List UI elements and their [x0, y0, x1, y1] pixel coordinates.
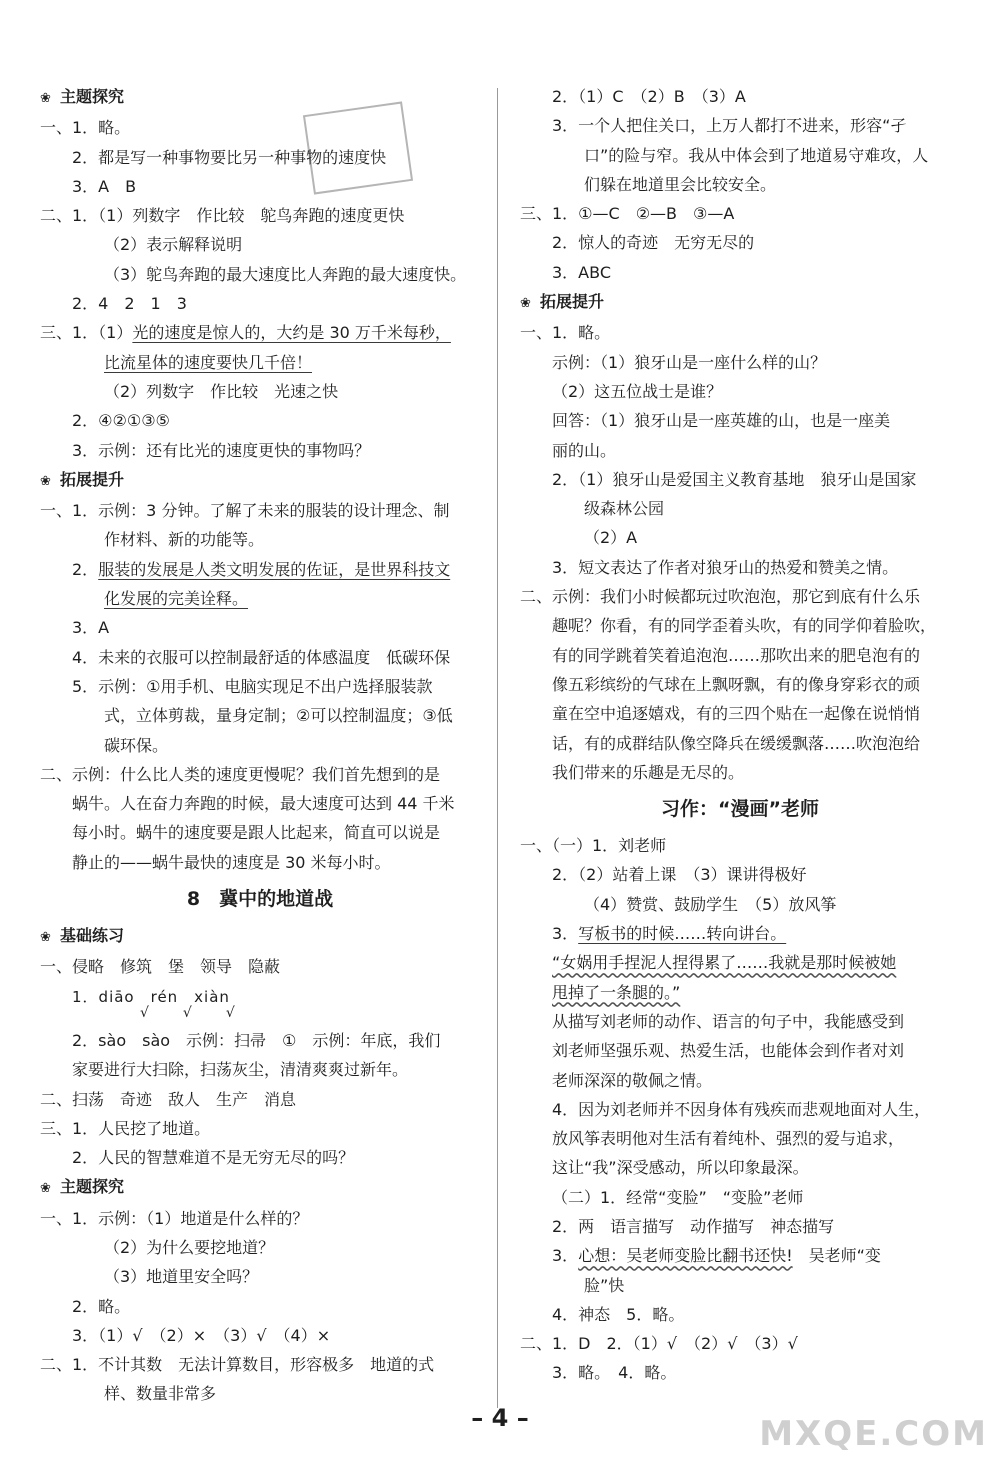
answer-line — [520, 860, 960, 889]
answer-line — [40, 982, 480, 1012]
section-heading — [40, 82, 480, 113]
answer-text: 3．A — [72, 618, 110, 638]
answer-text: 刘老师坚强乐观、热爱生活，也能体会到作者对刘 — [552, 1041, 905, 1061]
answer-suffix: 吴老师“变 — [792, 1246, 881, 1266]
answer-text: 服装的发展是人类文明发展的佐证，是世界科技文 — [98, 559, 451, 579]
answer-line — [520, 729, 960, 758]
answer-line — [520, 523, 960, 552]
answer-line — [40, 406, 480, 435]
answer-line — [520, 318, 960, 347]
answer-text: 二、1．（1）列数字 作比较 鸵鸟奔跑的速度更快 — [40, 206, 405, 226]
answer-text: 作材料、新的功能等。 — [104, 530, 265, 550]
answer-text: （2）这五位战士是谁？ — [552, 381, 723, 401]
paw-icon: ❀ — [40, 473, 51, 489]
answer-text: 2．略。 — [72, 1296, 131, 1316]
answer-text: 二、示例：我们小时候都玩过吹泡泡，那它到底有什么乐 — [520, 587, 921, 607]
answer-text: 我们带来的乐趣是无尽的。 — [552, 762, 745, 782]
paw-icon: ❀ — [40, 930, 51, 946]
answer-text: 3．ABC — [552, 262, 611, 282]
answer-line — [520, 611, 960, 640]
answer-text: 3．短文表达了作者对狼牙山的热爱和赞美之情。 — [552, 557, 899, 577]
answer-line — [520, 641, 960, 670]
answer-line — [520, 258, 960, 287]
answer-line — [520, 465, 960, 494]
page-number: – 4 – — [471, 1404, 529, 1432]
answer-text: （3）鸵鸟奔跑的最大速度比人奔跑的最大速度快。 — [104, 264, 467, 284]
answer-text: 一、侵略 修筑 堡 领导 隐蔽 — [40, 957, 281, 977]
answer-line — [40, 289, 480, 318]
answer-line — [520, 553, 960, 582]
answer-text: 口”的险与窄。我从中体会到了地道易守难攻，人 — [584, 145, 929, 165]
answer-text: 二、示例：什么比人类的速度更慢呢？我们首先想到的是 — [40, 764, 441, 784]
answer-text: 一、1．略。 — [520, 323, 611, 343]
answer-line — [40, 436, 480, 465]
section-heading-text: 基础练习 — [60, 926, 125, 946]
section-heading-text: 主题探究 — [60, 87, 125, 106]
answer-line — [40, 1055, 480, 1084]
answer-line — [520, 1300, 960, 1329]
answer-line — [40, 760, 480, 789]
answer-text: 级森林公园 — [584, 499, 665, 519]
answer-text: 2．（1）C （2）B （3）A — [552, 87, 746, 106]
answer-text: （3）地道里安全吗？ — [104, 1267, 259, 1287]
answer-line — [520, 1124, 960, 1153]
site-watermark: MXQE.COM — [759, 1414, 988, 1454]
answer-text: 二、扫荡 奇迹 敌人 生产 消息 — [40, 1089, 297, 1109]
section-heading-text: 主题探究 — [60, 1177, 125, 1197]
answer-text: 3．一个人把住关口，上万人都打不进来，形容“孑 — [552, 116, 907, 136]
answer-text: “女娲用手捏泥人捏得累了……我就是那时候被她 — [552, 953, 897, 973]
answer-line — [40, 1262, 480, 1291]
answer-line — [520, 978, 960, 1007]
answer-text: 式，立体剪裁，量身定制；②可以控制温度；③低 — [104, 706, 453, 726]
answer-text: 像五彩缤纷的气球在上飘呀飘，有的像身穿彩衣的顽 — [552, 674, 921, 694]
answer-text: 2．都是写一种事物要比另一种事物的速度快 — [72, 147, 387, 167]
answer-text: 4．因为刘老师并不因身体有残疾而悲观地面对人生， — [552, 1099, 931, 1119]
answer-line — [520, 948, 960, 977]
answer-text: 3．（1）√ （2）× （3）√ （4）× — [72, 1325, 331, 1345]
answer-text: 2．④②①③⑤ — [72, 411, 170, 431]
answer-text: （2）A — [584, 528, 638, 548]
answer-text: 样、数量非常多 — [104, 1384, 217, 1404]
section-heading — [40, 921, 480, 952]
answer-line — [40, 952, 480, 981]
answer-line — [40, 613, 480, 642]
answer-text: 从描写刘老师的动作、语言的句子中，我能感受到 — [552, 1011, 905, 1031]
answer-text: （2）表示解释说明 — [104, 235, 243, 255]
answer-prefix: 2． — [72, 559, 99, 579]
column-divider — [497, 88, 498, 1408]
answer-text: 童在空中追逐嬉戏，有的三四个贴在一起像在说悄悄 — [552, 704, 921, 724]
answer-text: 4．神态 5．略。 — [552, 1304, 685, 1324]
answer-line — [520, 582, 960, 611]
answer-text: 静止的——蜗牛最快的速度是 30 米每小时。 — [72, 852, 391, 872]
section-heading-text: 拓展提升 — [60, 469, 125, 489]
lesson-title: 8 冀中的地道战 — [186, 888, 334, 911]
answer-line — [40, 1085, 480, 1114]
answer-line — [40, 113, 480, 142]
answer-line — [40, 230, 480, 259]
answer-line — [520, 1036, 960, 1065]
answer-text: 一、1．示例：3 分钟。了解了未来的服装的设计理念、制 — [40, 501, 450, 521]
answer-line — [520, 141, 960, 170]
answer-line — [40, 377, 480, 406]
answer-text: 趣呢？你看，有的同学歪着头吹，有的同学仰着脸吹， — [552, 616, 937, 636]
answer-line — [520, 199, 960, 228]
answer-text: 三、1．人民挖了地道。 — [40, 1118, 211, 1138]
answer-text: 5．示例：①用手机、电脑实现足不出户选择服装款 — [72, 676, 433, 696]
answer-text: 比流星体的速度要快几千倍！ — [104, 352, 313, 372]
answer-line — [40, 143, 480, 172]
answer-line — [40, 1114, 480, 1143]
answer-line — [520, 1241, 960, 1270]
answer-line — [520, 1066, 960, 1095]
answer-line — [40, 1292, 480, 1321]
answer-line — [520, 758, 960, 787]
answer-prefix: 3． — [552, 924, 579, 944]
answer-line — [520, 1271, 960, 1300]
answer-line — [40, 555, 480, 584]
answer-text: （4）赞赏、鼓励学生 （5）放风筝 — [584, 894, 837, 914]
answer-text: 4．未来的衣服可以控制最舒适的体感温度 低碳环保 — [72, 647, 451, 667]
answer-text: 1．diāo rén xiàn — [72, 987, 230, 1006]
answer-text: 二、1．D 2．（1）√ （2）√ （3）√ — [520, 1334, 798, 1354]
answer-line — [520, 1358, 960, 1387]
left-column — [40, 82, 480, 1409]
answer-text: 2．（1）狼牙山是爱国主义教育基地 狼牙山是国家 — [552, 469, 917, 489]
answer-text: 3．A B — [72, 176, 137, 196]
answer-text: 2．4 2 1 3 — [72, 294, 187, 314]
answer-line — [40, 525, 480, 554]
paw-icon: ❀ — [40, 91, 51, 106]
answer-line — [520, 1153, 960, 1182]
answer-text: 家要进行大扫除，扫荡灰尘，清清爽爽过新年。 — [72, 1060, 409, 1080]
answer-text: 老师深深的敬佩之情。 — [552, 1070, 713, 1090]
answer-line — [40, 584, 480, 613]
answer-text: 示例：（1）狼牙山是一座什么样的山？ — [552, 352, 827, 372]
answer-text: 心想：吴老师变脸比翻书还快! — [578, 1246, 793, 1266]
answer-line — [520, 348, 960, 377]
answer-line — [40, 848, 480, 877]
answer-text: 丽的山。 — [552, 440, 617, 460]
answer-line — [40, 496, 480, 525]
section-heading — [40, 465, 480, 496]
answer-text: 碳环保。 — [104, 735, 169, 755]
answer-line — [520, 1095, 960, 1124]
check-marks: √ √ √ — [140, 1004, 245, 1021]
answer-line — [520, 831, 960, 860]
answer-line — [520, 494, 960, 523]
answer-line — [520, 890, 960, 919]
paw-icon: ❀ — [520, 296, 531, 312]
answer-text: 3．略。 4．略。 — [552, 1363, 677, 1383]
answer-text: 2．（2）站着上课 （3）课讲得极好 — [552, 865, 807, 885]
answer-text: 放风筝表明他对生活有着纯朴、强烈的爱与追求， — [552, 1129, 905, 1149]
answer-text: 二、1．不计其数 无法计算数目，形容极多 地道的式 — [40, 1355, 435, 1375]
answer-text: 三、1．①—C ②—B ③—A — [520, 204, 735, 224]
answer-text: 2．两 语言描写 动作描写 神态描写 — [552, 1216, 835, 1236]
answer-prefix: 三、1．（1） — [40, 323, 133, 343]
answer-text: （2）列数字 作比较 光速之快 — [104, 381, 339, 401]
answer-text: 光的速度是惊人的，大约是 30 万千米每秒， — [132, 323, 451, 343]
answer-line — [40, 818, 480, 847]
answer-text: 有的同学跳着笑着追泡泡……那吹出来的肥皂泡有的 — [552, 645, 921, 665]
answer-line — [520, 919, 960, 948]
answer-text: 一、（一）1．刘老师 — [520, 836, 667, 856]
answer-prefix: 3． — [552, 1246, 579, 1266]
answer-line — [520, 377, 960, 406]
answer-text: 甩掉了一条腿的。” — [552, 982, 681, 1002]
answer-line — [40, 701, 480, 730]
answer-line — [40, 1143, 480, 1172]
answer-line — [520, 170, 960, 199]
answer-line — [520, 1329, 960, 1358]
answer-text: 写板书的时候……转向讲台。 — [578, 924, 787, 944]
right-column — [520, 82, 960, 1388]
answer-line — [40, 643, 480, 672]
answer-line — [40, 260, 480, 289]
lesson-title: 习作：“漫画”老师 — [661, 798, 819, 821]
answer-line — [520, 1007, 960, 1036]
answer-line — [40, 731, 480, 760]
answer-line — [40, 318, 480, 347]
answer-line — [40, 201, 480, 230]
answer-line — [520, 1212, 960, 1241]
answer-text: （2）为什么要挖地道？ — [104, 1237, 275, 1257]
answer-text: 蜗牛。人在奋力奔跑的时候，最大速度可达到 44 千米 — [72, 794, 455, 814]
answer-text: 化发展的完美诠释。 — [104, 589, 249, 609]
answer-text: 2．惊人的奇迹 无穷无尽的 — [552, 233, 755, 253]
answer-line — [40, 172, 480, 201]
answer-text: 2．人民的智慧难道不是无穷无尽的吗？ — [72, 1148, 355, 1168]
answer-text: 回答：（1）狼牙山是一座英雄的山，也是一座美 — [552, 411, 891, 431]
answer-line — [520, 228, 960, 257]
answer-text: 们躲在地道里会比较安全。 — [584, 174, 777, 194]
answer-line — [520, 82, 960, 111]
answer-text: 每小时。蜗牛的速度要是跟人比起来，简直可以说是 — [72, 823, 441, 843]
answer-line — [40, 1350, 480, 1379]
answer-line — [40, 789, 480, 818]
section-heading — [520, 287, 960, 318]
answer-line — [40, 1321, 480, 1350]
answer-line — [520, 670, 960, 699]
answer-line — [40, 348, 480, 377]
paw-icon: ❀ — [40, 1181, 51, 1197]
answer-line — [520, 436, 960, 465]
answer-line — [520, 1183, 960, 1212]
section-heading-text: 拓展提升 — [540, 292, 605, 312]
answer-line — [40, 1204, 480, 1233]
answer-line — [520, 111, 960, 140]
answer-text: 话，有的成群结队像空降兵在缓缓飘落……吹泡泡给 — [552, 733, 921, 753]
answer-text: 脸”快 — [584, 1275, 625, 1295]
answer-line — [40, 1233, 480, 1262]
answer-text: 一、1．略。 — [40, 118, 131, 138]
answer-text: 3．示例：还有比光的速度更快的事物吗？ — [72, 440, 371, 460]
section-heading — [40, 1172, 480, 1203]
answer-line — [520, 699, 960, 728]
answer-text: 这让“我”深受感动，所以印象最深。 — [552, 1158, 809, 1178]
answer-line — [520, 406, 960, 435]
answer-text: 一、1．示例：（1）地道是什么样的？ — [40, 1208, 309, 1228]
answer-text: （二）1．经常“变脸” “变脸”老师 — [552, 1187, 804, 1207]
answer-text: 2．sào sào 示例：扫帚 ① 示例：年底，我们 — [72, 1030, 441, 1050]
answer-line — [40, 672, 480, 701]
answer-line — [40, 1026, 480, 1055]
